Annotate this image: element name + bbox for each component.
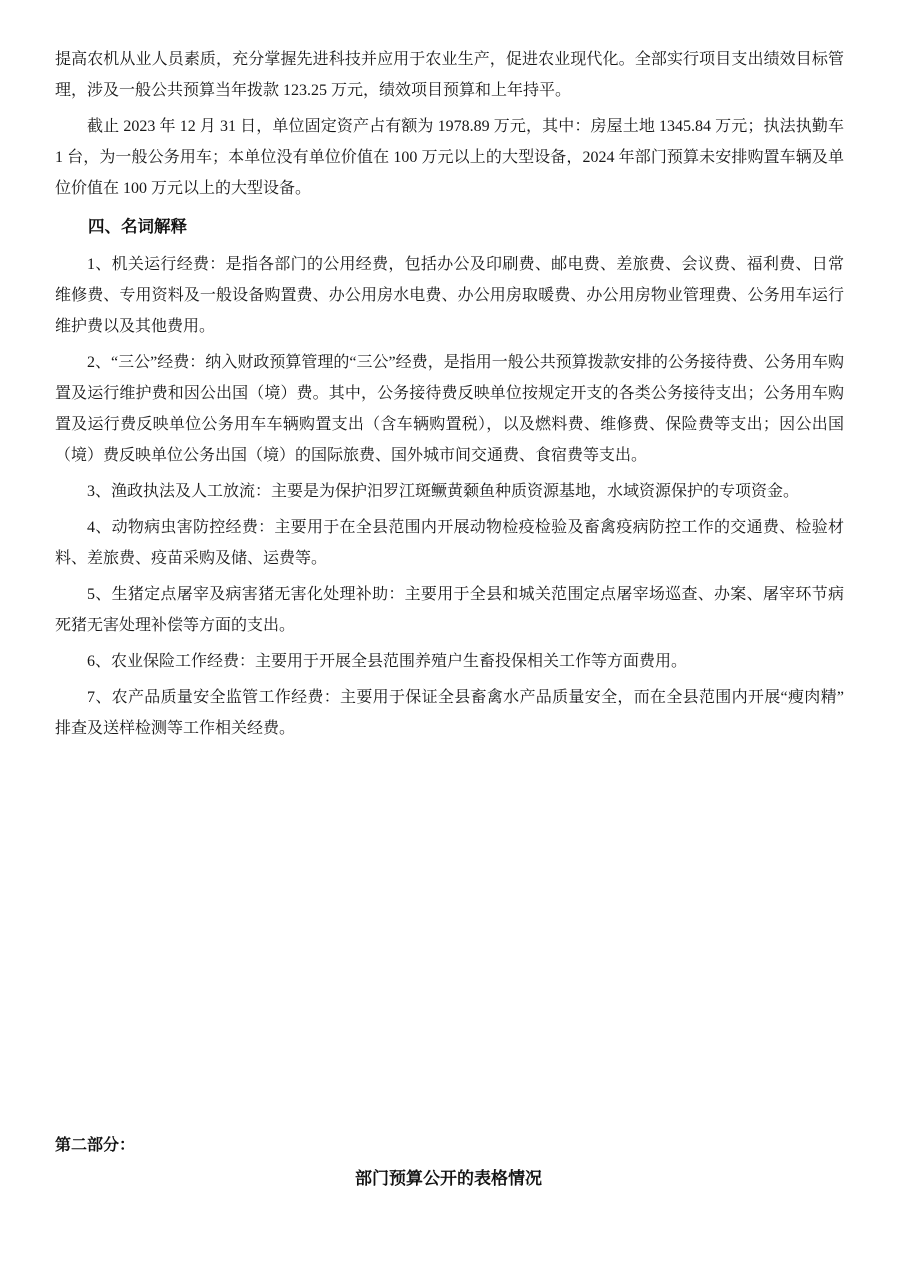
definition-animal-disease-control: 4、动物病虫害防控经费：主要用于在全县范围内开展动物检疫检验及畜禽疫病防控工作的交通费、检验材料、差旅费、疫苗采购及储、运费等。	[55, 519, 844, 567]
definition-agency-operating-expenses: 1、机关运行经费：是指各部门的公用经费，包括办公及印刷费、邮电费、差旅费、会议费、福利费、日常维修费、专用资料及一般设备购置费、办公用房水电费、办公用房取暖费、办公用房物业管理费、公务用车运行维护费以及其他费用。	[55, 256, 844, 335]
definition-pig-slaughter-subsidy: 5、生猪定点屠宰及病害猪无害化处理补助：主要用于全县和城关范围定点屠宰场巡查、办案、屠宰环节病死猪无害处理补偿等方面的支出。	[55, 586, 844, 634]
definition-product-quality-supervision: 7、农产品质量安全监管工作经费：主要用于保证全县畜禽水产品质量安全，而在全县范围内开展“瘦肉精”排查及送样检测等工作相关经费。	[55, 689, 844, 737]
definition-agricultural-insurance: 6、农业保险工作经费：主要用于开展全县范围养殖户生畜投保相关工作等方面费用。	[87, 653, 688, 670]
paragraph-performance-targets: 提高农机从业人员素质，充分掌握先进科技并应用于农业生产，促进农业现代化。全部实行项目支出绩效目标管理，涉及一般公共预算当年拨款 123.25 万元，绩效项目预算和上年持平。	[55, 51, 844, 99]
document-body	[55, 44, 844, 749]
part-two-section	[0, 1134, 897, 1191]
part-two-title: 部门预算公开的表格情况	[355, 1169, 542, 1188]
part-two-label: 第二部分：	[55, 1137, 136, 1154]
definition-fishery-enforcement: 3、渔政执法及人工放流：主要是为保护汨罗江斑鳜黄颡鱼种质资源基地，水域资源保护的专项资金。	[87, 483, 800, 500]
section-heading-glossary: 四、名词解释	[88, 218, 187, 236]
paragraph-fixed-assets: 截止 2023 年 12 月 31 日，单位固定资产占有额为 1978.89 万元，其中：房屋土地 1345.84 万元；执法执勤车 1 台，为一般公务用车；本单位没有单位价值在 100 万元以上的大型设备，2024 年部门预算未安排购置车辆及单位价值在 100 万元以上的大型设备。	[55, 118, 844, 197]
definition-three-public-expenses: 2、“三公”经费：纳入财政预算管理的“三公”经费，是指用一般公共预算拨款安排的公务接待费、公务用车购置及运行维护费和因公出国（境）费。其中，公务接待费反映单位按规定开支的各类公务接待支出；公务用车购置及运行费反映单位公务用车车辆购置支出（含车辆购置税），以及燃料费、维修费、保险费等支出；因公出国（境）费反映单位公务出国（境）的国际旅费、国外城市间交通费、食宿费等支出。	[55, 354, 844, 464]
